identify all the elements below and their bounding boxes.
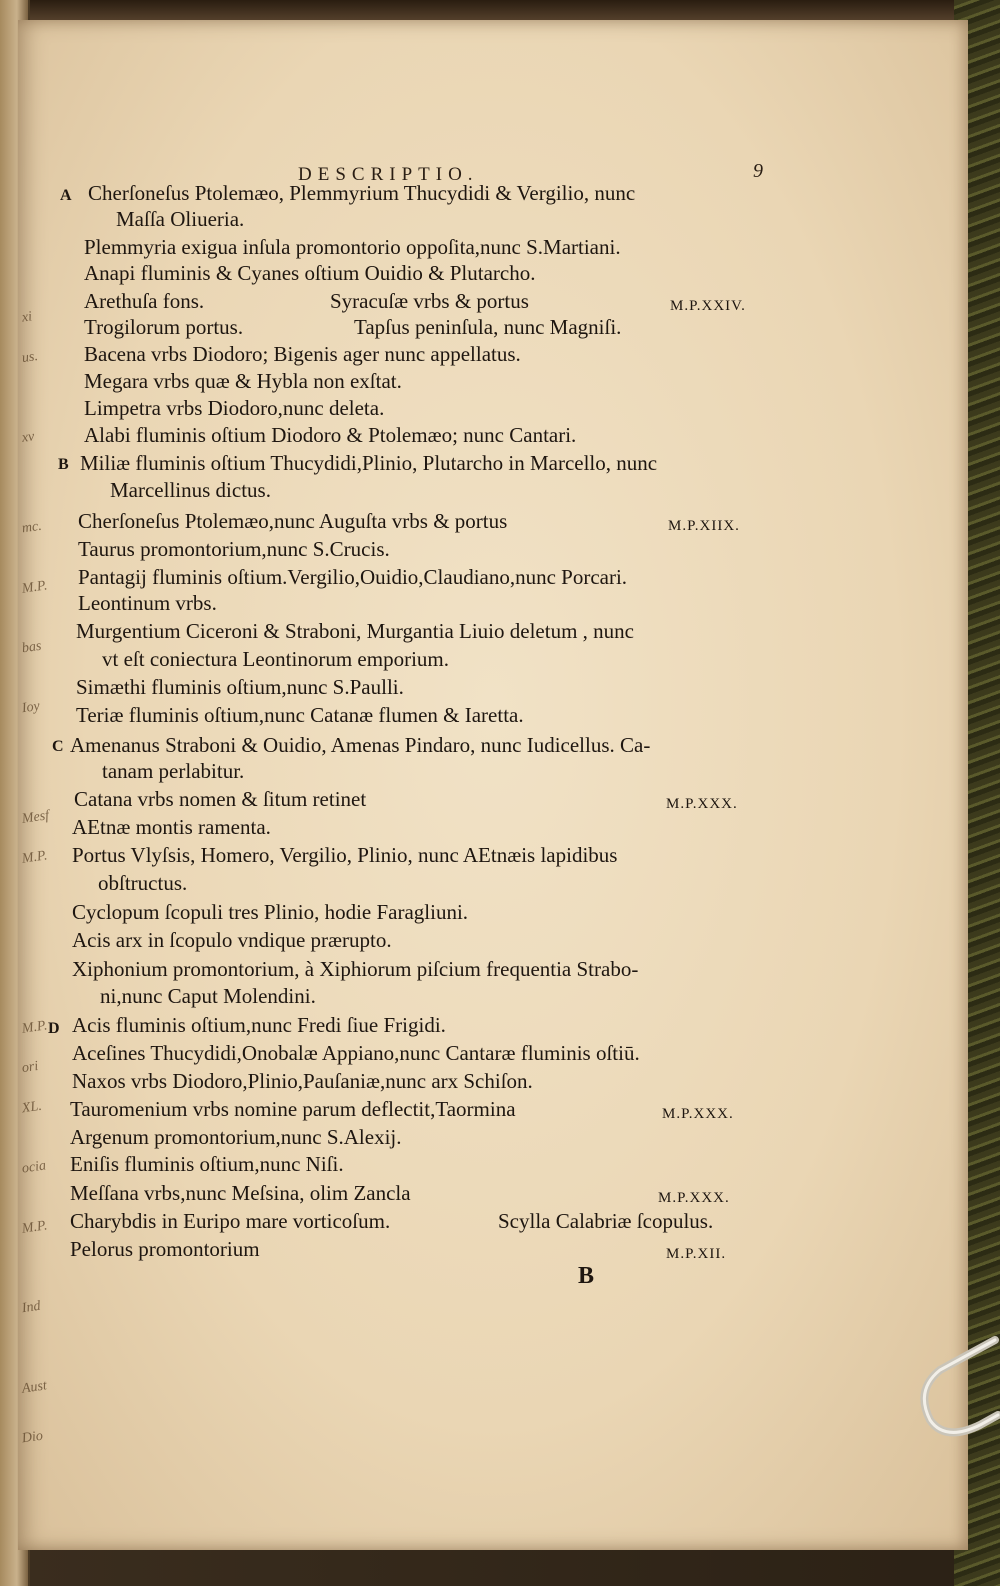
entry-line: Cyclopum ſcopuli tres Plinio, hodie Faragliuni. bbox=[72, 900, 469, 924]
margin-note: M.P. bbox=[21, 1218, 49, 1237]
entry-line: Taurus promontorium,nunc S.Crucis. bbox=[78, 537, 390, 561]
running-title: DESCRIPTIO. bbox=[298, 164, 479, 185]
signature-mark: B bbox=[578, 1263, 595, 1289]
entry-line: Limpetra vrbs Diodoro,nunc deleta. bbox=[84, 396, 385, 420]
section-letter: D bbox=[48, 1020, 60, 1037]
entry-line: Arethuſa fons. bbox=[84, 289, 205, 313]
margin-note: M.P. bbox=[21, 848, 49, 867]
section-letter: B bbox=[58, 456, 69, 473]
entry-line: Scylla Calabriæ ſcopulus. bbox=[498, 1209, 714, 1233]
entry-line: Xiphonium promontorium, à Xiphiorum piſcium frequentia Strabo- bbox=[72, 957, 639, 981]
page-number: 9 bbox=[753, 160, 763, 182]
entry-line: ni,nunc Caput Molendini. bbox=[100, 984, 316, 1008]
distance-mark: M.P.XXX. bbox=[662, 1106, 734, 1122]
entry-line: Syracuſæ vrbs & portus bbox=[330, 289, 529, 313]
entry-line: tanam perlabitur. bbox=[102, 759, 245, 783]
distance-mark: M.P.XII. bbox=[666, 1246, 727, 1262]
distance-mark: M.P.XIIX. bbox=[668, 518, 740, 534]
entry-line: Amenanus Straboni & Ouidio, Amenas Pindaro, nunc Iudicellus. Ca- bbox=[70, 733, 651, 757]
distance-mark: M.P.XXX. bbox=[658, 1190, 730, 1206]
entry-line: Plemmyria exigua inſula promontorio oppoſita,nunc S.Martiani. bbox=[84, 235, 621, 259]
entry-line: Pelorus promontorium bbox=[70, 1237, 260, 1261]
margin-note: Aust bbox=[21, 1378, 48, 1397]
entry-line: Tauromenium vrbs nomine parum deflectit,Taormina bbox=[70, 1097, 516, 1121]
entry-line: vt eſt coniectura Leontinorum emporium. bbox=[102, 647, 449, 671]
margin-note: Dio bbox=[20, 1428, 44, 1447]
margin-note: ocia bbox=[21, 1158, 47, 1177]
entry-line: Pantagij fluminis oſtium.Vergilio,Ouidio,Claudiano,nunc Porcari. bbox=[78, 565, 628, 589]
entry-line: Naxos vrbs Diodoro,Plinio,Pauſaniæ,nunc arx Schiſon. bbox=[72, 1069, 533, 1093]
page-clip bbox=[910, 1330, 1000, 1450]
margin-note: XL. bbox=[20, 1098, 43, 1117]
entry-line: Anapi fluminis & Cyanes oſtium Ouidio & Plutarcho. bbox=[84, 261, 536, 285]
entry-line: obſtructus. bbox=[98, 871, 188, 895]
entry-line: Catana vrbs nomen & ſitum retinet bbox=[74, 787, 367, 811]
margin-note: us. bbox=[20, 348, 39, 367]
entry-line: Megara vrbs quæ & Hybla non exſtat. bbox=[84, 369, 402, 393]
margin-note: M.P. bbox=[21, 578, 49, 597]
entry-line: Leontinum vrbs. bbox=[78, 591, 217, 615]
entry-line: Aceſines Thucydidi,Onobalæ Appiano,nunc Cantaræ fluminis oſtiū. bbox=[72, 1041, 640, 1065]
entry-line: Simæthi fluminis oſtium,nunc S.Paulli. bbox=[76, 675, 404, 699]
entry-line: Teriæ fluminis oſtium,nunc Catanæ flumen & Iaretta. bbox=[76, 703, 524, 727]
entry-list bbox=[18, 20, 968, 1550]
distance-mark: M.P.XXX. bbox=[666, 796, 738, 812]
margin-note: xv bbox=[20, 429, 36, 446]
entry-line: Portus Vlyſsis, Homero, Vergilio, Plinio, nunc AEtnæis lapidibus bbox=[72, 843, 618, 867]
entry-line: Trogilorum portus. bbox=[84, 315, 244, 339]
entry-line: Alabi fluminis oſtium Diodoro & Ptolemæo; nunc Cantari. bbox=[84, 423, 577, 447]
distance-mark: M.P.XXIV. bbox=[670, 298, 746, 314]
entry-line: Acis arx in ſcopulo vndique prærupto. bbox=[72, 928, 392, 952]
entry-line: Marcellinus dictus. bbox=[110, 478, 271, 502]
book-page bbox=[18, 20, 968, 1550]
entry-line: Eniſis fluminis oſtium,nunc Niſi. bbox=[70, 1152, 344, 1176]
section-letter: C bbox=[52, 738, 64, 755]
margin-note: ori bbox=[20, 1058, 40, 1077]
margin-note: M.P. bbox=[21, 1018, 49, 1037]
entry-line: Tapſus peninſula, nunc Magniſi. bbox=[354, 315, 622, 339]
entry-line: Cherſoneſus Ptolemæo, Plemmyrium Thucydidi & Vergilio, nunc bbox=[88, 181, 636, 205]
entry-line: Miliæ fluminis oſtium Thucydidi,Plinio, Plutarcho in Marcello, nunc bbox=[80, 451, 658, 475]
entry-line: Acis fluminis oſtium,nunc Fredi ſiue Frigidi. bbox=[72, 1013, 446, 1037]
entry-line: Bacena vrbs Diodoro; Bigenis ager nunc appellatus. bbox=[84, 342, 521, 366]
entry-line: Cherſoneſus Ptolemæo,nunc Auguſta vrbs & portus bbox=[78, 509, 508, 533]
margin-note: xi bbox=[20, 309, 34, 326]
entry-line: Argenum promontorium,nunc S.Alexij. bbox=[70, 1125, 402, 1149]
entry-line: AEtnæ montis ramenta. bbox=[72, 815, 271, 839]
margin-note: Mesf bbox=[21, 808, 51, 827]
margin-note: Ioy bbox=[20, 698, 41, 717]
margin-note: mc. bbox=[20, 518, 43, 537]
entry-line: Meſſana vrbs,nunc Meſsina, olim Zancla bbox=[70, 1181, 411, 1205]
entry-line: Maſſa Oliueria. bbox=[116, 207, 245, 231]
entry-line: Murgentium Ciceroni & Straboni, Murgantia Liuio deletum , nunc bbox=[76, 619, 634, 643]
margin-note: bas bbox=[20, 638, 43, 657]
entry-line: Charybdis in Euripo mare vorticoſum. bbox=[70, 1209, 391, 1233]
margin-note: Ind bbox=[20, 1298, 42, 1317]
section-letter: A bbox=[60, 187, 72, 204]
